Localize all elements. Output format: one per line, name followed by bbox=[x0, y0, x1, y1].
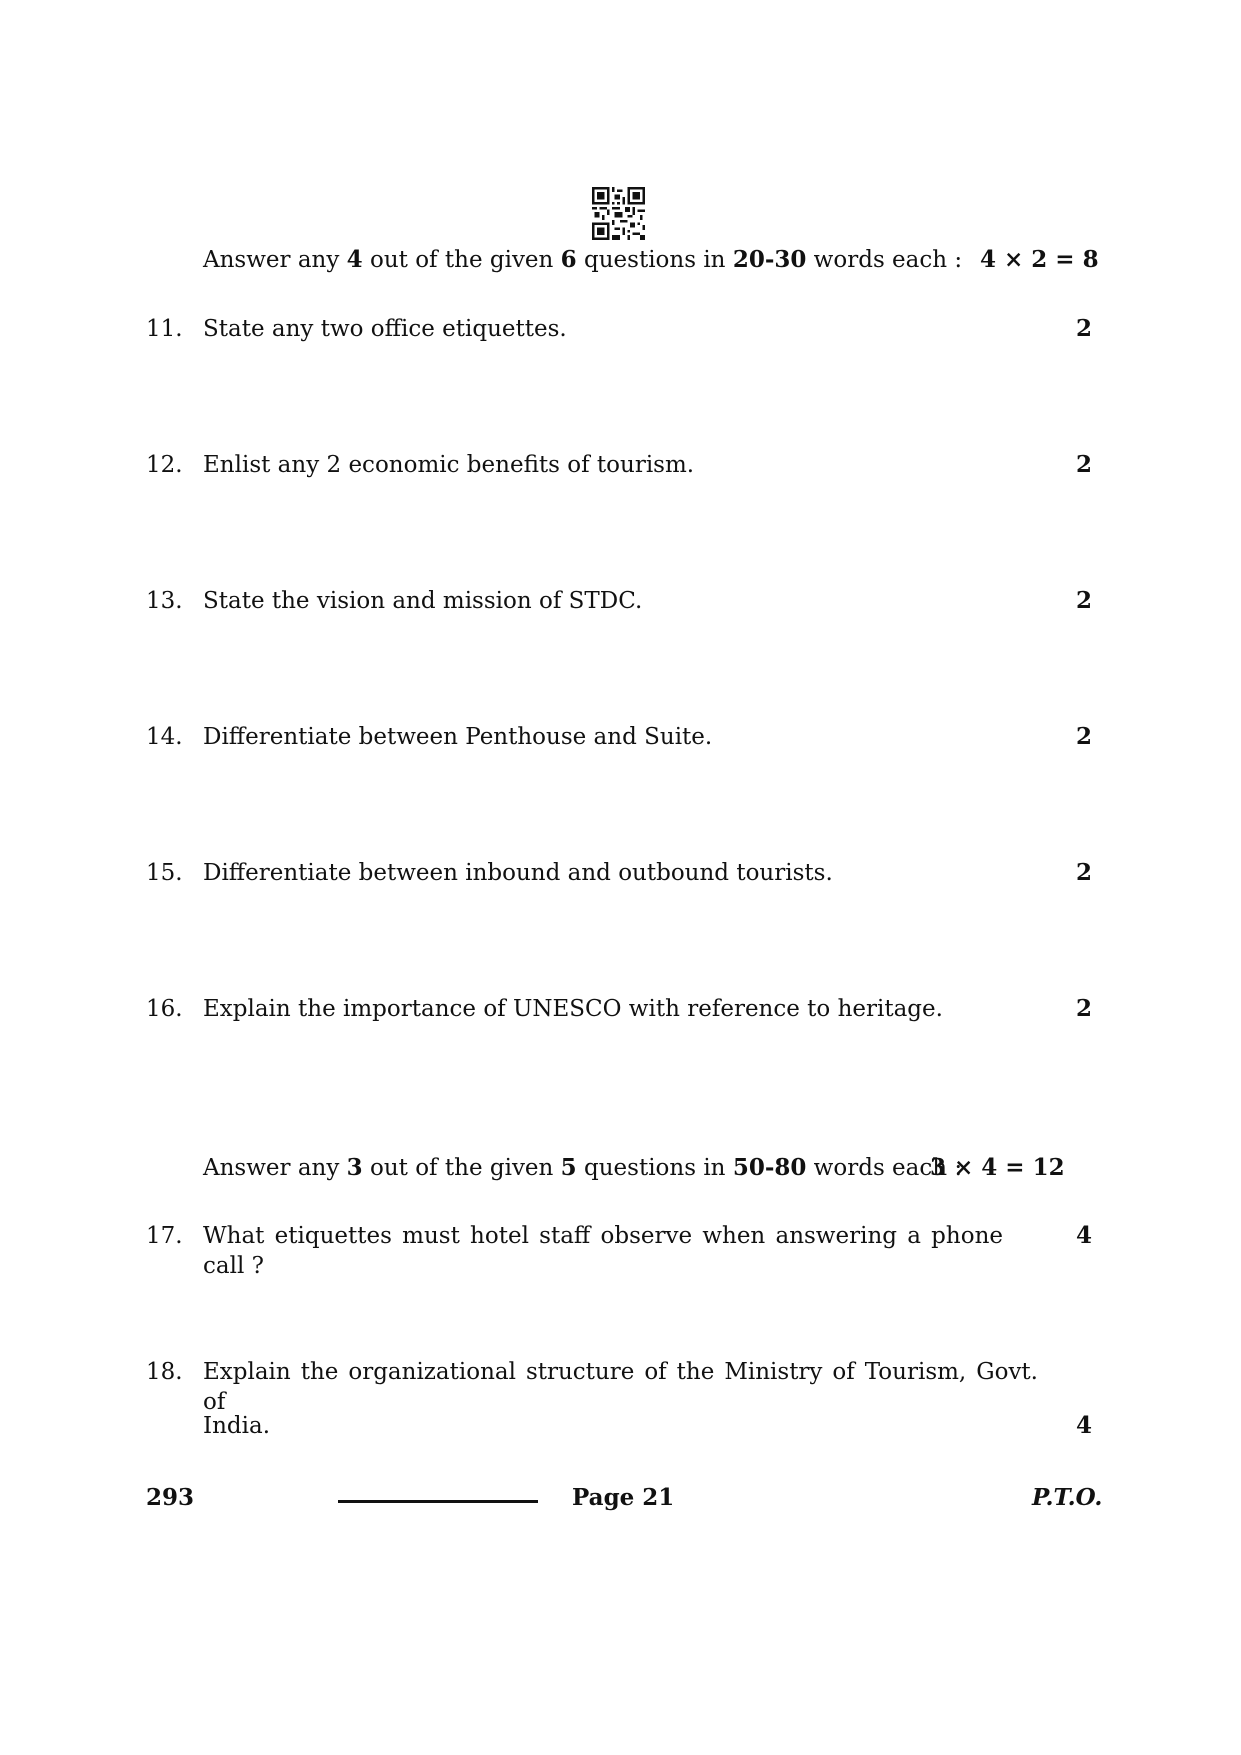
question-number: 15. bbox=[146, 860, 183, 886]
question-text: What etiquettes must hotel staff observe when answering a phone call ? bbox=[203, 1223, 1003, 1279]
question-text: Enlist any 2 economic benefits of tourism. bbox=[203, 452, 695, 478]
question-number: 11. bbox=[146, 316, 183, 342]
question-marks: 4 bbox=[1075, 1222, 1092, 1249]
question-marks: 4 bbox=[1075, 1412, 1092, 1439]
page-number: Page 21 bbox=[572, 1484, 675, 1511]
question-text: Explain the importance of UNESCO with reference to heritage. bbox=[203, 996, 943, 1022]
question-marks: 2 bbox=[1075, 587, 1092, 614]
question-number: 12. bbox=[146, 452, 183, 478]
question-text: Differentiate between Penthouse and Suite. bbox=[203, 724, 713, 750]
question-marks: 2 bbox=[1075, 859, 1092, 886]
question-number: 14. bbox=[146, 724, 183, 750]
pto-label: P.T.O. bbox=[1032, 1484, 1103, 1511]
question-text: State the vision and mission of STDC. bbox=[203, 588, 643, 614]
question-text-continued: India. bbox=[203, 1413, 271, 1439]
question-marks: 2 bbox=[1075, 723, 1092, 750]
question-text: Differentiate between inbound and outbound tourists. bbox=[203, 860, 833, 886]
section-b-marks: 3 × 4 = 12 bbox=[930, 1154, 1065, 1181]
question-marks: 2 bbox=[1075, 315, 1092, 342]
footer-rule bbox=[338, 1500, 538, 1503]
question-marks: 2 bbox=[1075, 451, 1092, 478]
question-text: State any two office etiquettes. bbox=[203, 316, 567, 342]
question-number: 18. bbox=[146, 1359, 183, 1385]
section-a-marks: 4 × 2 = 8 bbox=[980, 246, 1099, 273]
question-number: 13. bbox=[146, 588, 183, 614]
question-text: Explain the organizational structure of the Ministry of Tourism, Govt. of bbox=[203, 1359, 1038, 1415]
paper-code: 293 bbox=[146, 1484, 195, 1511]
section-a-instruction: Answer any 4 out of the given 6 questions in 20-30 words each : bbox=[203, 246, 963, 273]
question-marks: 2 bbox=[1075, 995, 1092, 1022]
section-b-instruction: Answer any 3 out of the given 5 questions in 50-80 words each : bbox=[203, 1154, 963, 1181]
question-number: 16. bbox=[146, 996, 183, 1022]
question-number: 17. bbox=[146, 1223, 183, 1249]
qr-code bbox=[592, 187, 645, 240]
